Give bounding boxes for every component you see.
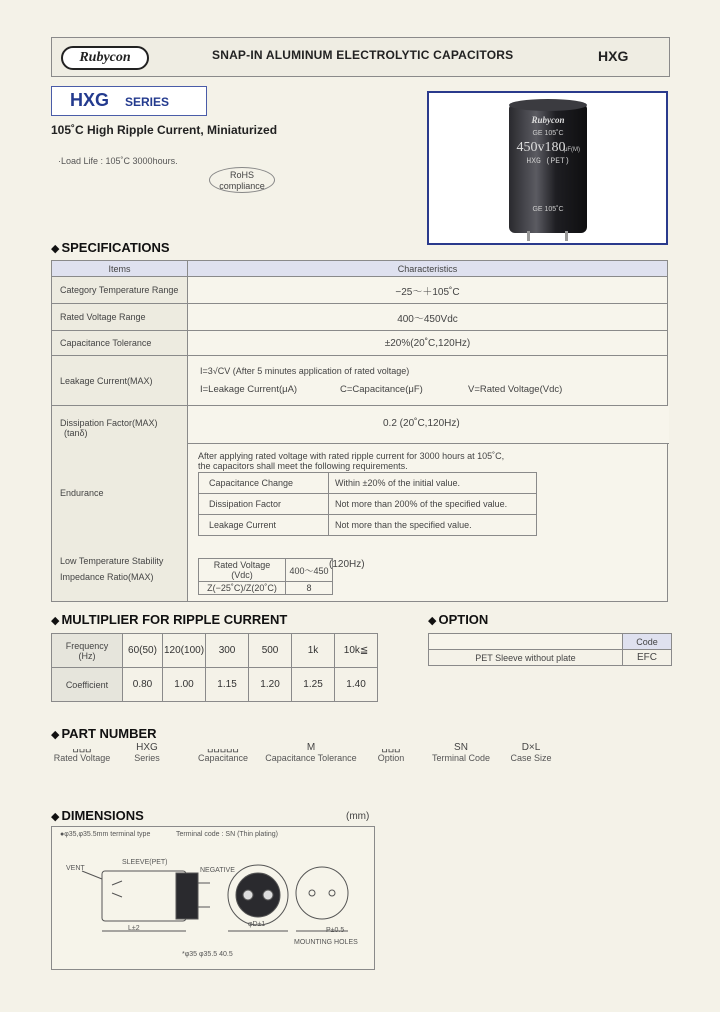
series-name: HXG — [70, 90, 110, 110]
dim-mounting: MOUNTING HOLES — [294, 939, 358, 946]
part-field-label: Rated Voltage — [53, 753, 111, 763]
end-value: Not more than the specified value. — [329, 515, 537, 536]
diamond-icon: ◆ — [428, 615, 437, 627]
freq-label — [52, 634, 123, 668]
df-label: Dissipation Factor(MAX) — [60, 418, 158, 428]
leak-c: C=Capacitance(μF) — [340, 384, 423, 395]
low-label1: Low Temperature Stability — [60, 556, 164, 566]
table-row — [52, 356, 668, 406]
option-table — [428, 633, 672, 666]
table-row — [52, 304, 668, 331]
dimensions-heading — [51, 808, 144, 823]
table-row — [199, 515, 537, 536]
col-characteristics: Characteristics — [188, 261, 668, 277]
low-rv-text: Rated Voltage — [213, 560, 271, 570]
impedance-table — [198, 558, 333, 595]
multiplier-heading-text: MULTIPLIER FOR RIPPLE CURRENT — [61, 612, 288, 627]
part-field-label: Option — [377, 753, 405, 763]
table-row — [429, 650, 672, 666]
coef-cell: 0.80 — [123, 668, 163, 702]
part-field-label: Capacitance Tolerance — [265, 753, 357, 763]
combined-values — [188, 406, 668, 602]
coef-cell: 1.40 — [335, 668, 378, 702]
part-field — [369, 742, 413, 763]
end-item: Capacitance Change — [199, 473, 329, 494]
low-rv — [199, 559, 286, 582]
part-field-label: Series — [134, 753, 160, 763]
low-label2: Impedance Ratio(MAX) — [60, 572, 154, 582]
part-number-heading-text: PART NUMBER — [61, 726, 157, 741]
part-field-code: ␣␣␣ — [381, 742, 401, 753]
series-label: SERIES — [125, 95, 170, 109]
side-view-end — [176, 873, 198, 919]
side-view-body — [102, 871, 186, 921]
dim-footnote: *φ35 φ35.5 40.5 — [182, 951, 233, 958]
end-text2: the capacitors shall meet the following requirements. — [198, 461, 408, 471]
option-item: PET Sleeve without plate — [429, 650, 623, 666]
part-field-code: HXG — [136, 742, 158, 753]
leak-formula: I=3√CV (After 5 minutes application of rated voltage) — [200, 366, 410, 376]
series-box — [51, 86, 207, 116]
option-blank — [429, 634, 623, 650]
table-row — [199, 473, 537, 494]
freq-label-text: Frequency — [65, 640, 109, 651]
dim-d: φD±1 — [248, 921, 266, 928]
dim-negative: NEGATIVE — [200, 867, 235, 874]
option-code-header: Code — [623, 634, 672, 650]
table-row — [429, 634, 672, 650]
part-number-heading — [51, 726, 157, 741]
freq-unit: (Hz) — [78, 650, 96, 661]
low-freq: (120Hz) — [329, 559, 365, 570]
dimensions-heading-text: DIMENSIONS — [61, 808, 144, 823]
part-field-label: Terminal Code — [431, 753, 491, 763]
low-ratio: Z(−25˚C)/Z(20˚C) — [199, 582, 286, 595]
part-field-code: M — [306, 742, 316, 753]
table-row — [52, 634, 378, 668]
photo-rating: 450v180 — [516, 140, 566, 155]
part-field — [505, 742, 557, 763]
part-field-code: D×L — [521, 742, 541, 753]
photo-unit: μF(M) — [563, 147, 581, 153]
volt-label: Rated Voltage Range — [52, 304, 188, 331]
header-title: SNAP-IN ALUMINUM ELECTROLYTIC CAPACITORS — [212, 48, 514, 62]
part-field — [263, 742, 359, 763]
table-row — [52, 277, 668, 304]
freq-cell: 1k — [292, 634, 335, 668]
df-value: 0.2 (20˚C,120Hz) — [383, 418, 460, 429]
option-code: EFC — [623, 650, 672, 666]
multiplier-table — [51, 633, 378, 702]
part-field — [127, 742, 167, 763]
dimensions-unit: (mm) — [346, 811, 370, 822]
part-field — [51, 742, 113, 763]
diamond-icon: ◆ — [51, 811, 60, 823]
table-row — [52, 406, 668, 602]
rohs-badge — [209, 167, 275, 193]
table-header-row — [52, 261, 668, 277]
table-row — [52, 668, 378, 702]
temp-value: −25～＋105˚C — [188, 277, 668, 304]
endurance-table — [198, 472, 537, 536]
photo-temp: GE 105˚C — [532, 130, 564, 137]
series-subtitle: 105˚C High Ripple Current, Miniaturized — [51, 123, 278, 137]
part-number-fields — [51, 742, 621, 772]
page-header — [51, 37, 670, 77]
dimensions-drawing — [51, 826, 375, 970]
freq-cell: 60(50) — [123, 634, 163, 668]
specifications-table — [51, 260, 668, 602]
option-heading — [428, 612, 488, 627]
df-label2: (tanδ) — [64, 428, 88, 438]
coef-cell: 1.25 — [292, 668, 335, 702]
table-row — [199, 494, 537, 515]
freq-cell: 10k≦ — [335, 634, 378, 668]
product-photo — [427, 91, 668, 245]
diamond-icon: ◆ — [51, 243, 60, 255]
part-field — [191, 742, 255, 763]
tol-value: ±20%(20˚C,120Hz) — [188, 331, 668, 356]
specifications-heading-text: SPECIFICATIONS — [61, 240, 170, 255]
col-items: Items — [52, 261, 188, 277]
dim-sleeve: SLEEVE(PET) — [122, 859, 168, 866]
part-field-code: ␣␣␣ — [72, 742, 92, 753]
dimension-drawing-svg — [52, 827, 374, 969]
coef-cell: 1.20 — [249, 668, 292, 702]
end-value: Within ±20% of the initial value. — [329, 473, 537, 494]
freq-cell: 500 — [249, 634, 292, 668]
mounting-holes-circle — [296, 867, 348, 919]
diamond-icon: ◆ — [51, 729, 60, 741]
low-ratio-value: 8 — [286, 582, 333, 595]
capacitor-illustration — [429, 93, 666, 243]
brand-logo: Rubycon — [61, 46, 149, 70]
part-field-label: Capacitance — [197, 753, 249, 763]
diamond-icon: ◆ — [51, 615, 60, 627]
leak-v: V=Rated Voltage(Vdc) — [468, 384, 563, 395]
leak-i: I=Leakage Current(μA) — [200, 384, 298, 395]
table-row — [199, 582, 333, 595]
freq-cell: 300 — [206, 634, 249, 668]
photo-brand: Rubycon — [531, 115, 565, 125]
table-row — [199, 559, 333, 582]
part-field-label: Case Size — [510, 753, 552, 763]
part-field-code: SN — [454, 742, 468, 753]
coef-label: Coefficient — [52, 668, 123, 702]
volt-value: 400～450Vdc — [188, 304, 668, 331]
dim-p: P±0.5 — [326, 927, 345, 934]
photo-series: HXG (PET) — [526, 157, 570, 166]
end-item: Dissipation Factor — [199, 494, 329, 515]
load-life-text: ·Load Life : 105˚C 3000hours. — [58, 156, 178, 166]
low-rv-value: 400～450 — [286, 559, 333, 582]
photo-temp2: GE 105˚C — [532, 206, 564, 213]
low-rv-unit: (Vdc) — [231, 570, 253, 580]
part-field — [425, 742, 497, 763]
specifications-heading — [51, 240, 170, 255]
coef-cell: 1.00 — [163, 668, 206, 702]
rohs-line2: compliance — [219, 181, 265, 191]
combined-labels — [52, 406, 188, 602]
rohs-line1: RoHS — [229, 170, 254, 180]
freq-cell: 120(100) — [163, 634, 206, 668]
dim-note2: Terminal code : SN (Thin plating) — [176, 831, 278, 838]
header-series-code: HXG — [598, 48, 629, 64]
tol-label: Capacitance Tolerance — [52, 331, 188, 356]
temp-label: Category Temperature Range — [52, 277, 188, 304]
end-item: Leakage Current — [199, 515, 329, 536]
multiplier-heading — [51, 612, 287, 627]
leak-value — [188, 356, 668, 406]
coef-cell: 1.15 — [206, 668, 249, 702]
part-field-code: ␣␣␣␣␣ — [207, 742, 239, 753]
dim-vent: VENT — [66, 865, 85, 872]
end-value: Not more than 200% of the specified value. — [329, 494, 537, 515]
leak-label: Leakage Current(MAX) — [52, 356, 188, 406]
dim-l: L±2 — [128, 925, 140, 932]
table-row — [52, 331, 668, 356]
end-label: Endurance — [60, 488, 104, 498]
end-text1: After applying rated voltage with rated ripple current for 3000 hours at 105˚C, — [198, 451, 505, 461]
option-heading-text: OPTION — [438, 612, 489, 627]
dim-note1: ●φ35,φ35.5mm terminal type — [60, 831, 151, 838]
